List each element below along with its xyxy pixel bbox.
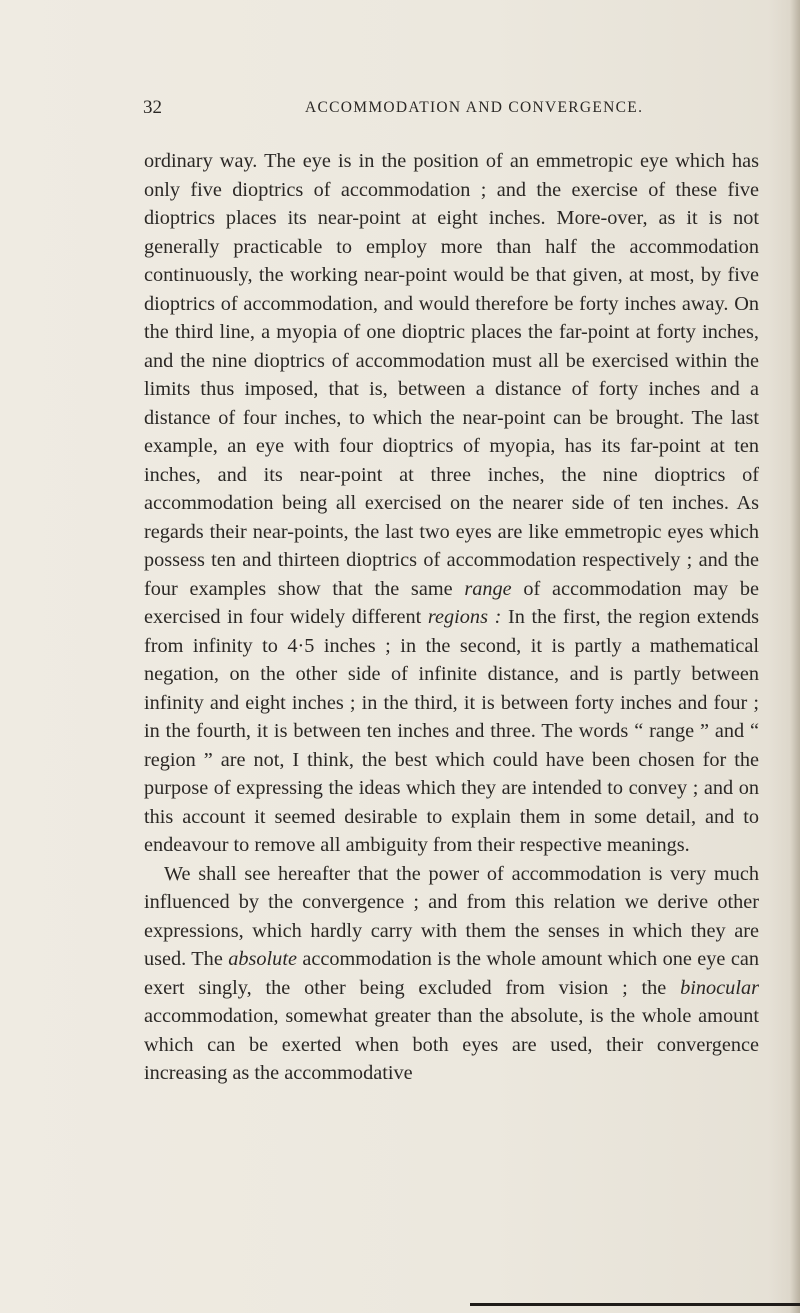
page-header <box>143 97 763 121</box>
paragraph-2-text-b: accommodation is the whole amount which one eye can exert singly, the other being excluded from vision ; the <box>144 948 759 999</box>
paragraph-2-text-a: We shall see hereafter that the power of accommodation is very much influenced by the convergence ; and from this relation we derive other expressions, which hardly carry with them the senses in which they are used. The <box>144 862 759 970</box>
italic-term-range: range <box>464 577 512 600</box>
paragraph-2-text-c: accommodation, somewhat greater than the absolute, is the whole amount which can be exerted when both eyes are used, their convergence increasing as the accommodative <box>144 1005 759 1084</box>
body-text <box>144 147 759 1088</box>
running-head: ACCOMMODATION AND CONVERGENCE. <box>305 99 644 116</box>
paragraph-1-text-a: ordinary way. The eye is in the position of an emmetropic eye which has only five dioptrics of accommodation ; and the exercise of these five dioptrics places its near-point at eight inches. More-over, as it is not generally practicable to employ more than half the accommodation continuously, the working near-point would be that given, at most, by five dioptrics of accommodation, and would therefore be forty inches away. On the third line, a myopia of one dioptric places the far-point at forty inches, and the nine dioptrics of accommodation must all be exercised within the limits thus imposed, that is, between a distance of forty inches and a distance of four inches, to which the near-point can be brought. The last example, an eye with four dioptrics of myopia, has its far-point at ten inches, and its near-point at three inches, the nine dioptrics of accommodation being all exercised on the nearer side of ten inches. As regards their near-points, the last two eyes are like emmetropic eyes which possess ten and thirteen dioptrics of accommodation respectively ; and the four examples show that the same <box>144 150 759 600</box>
italic-term-binocular: binocular <box>680 976 759 999</box>
paragraph-2 <box>144 860 759 1088</box>
paragraph-1 <box>144 147 759 860</box>
paragraph-1-text-c: In the first, the region extends from infinity to 4·5 inches ; in the second, it is partly a mathematical negation, on the other side of infinite distance, and is partly between infinity and eight inches ; in the third, it is between forty inches and four ; in the fourth, it is between ten inches and three. The words “ range ” and “ region ” are not, I think, the best which could have been chosen for the purpose of expressing the ideas which they are intended to convey ; and on this account it seemed desirable to explain them in some detail, and to endeavour to remove all ambiguity from their respective meanings. <box>144 606 759 856</box>
bottom-edge-rule <box>470 1303 800 1306</box>
italic-term-regions: regions : <box>427 606 502 628</box>
page-edge-shadow <box>790 0 800 1313</box>
page-number: 32 <box>143 97 162 118</box>
italic-term-absolute: absolute <box>228 948 297 970</box>
paragraph-1-text-b: of accommodation may be exercised in four widely different <box>144 577 759 628</box>
